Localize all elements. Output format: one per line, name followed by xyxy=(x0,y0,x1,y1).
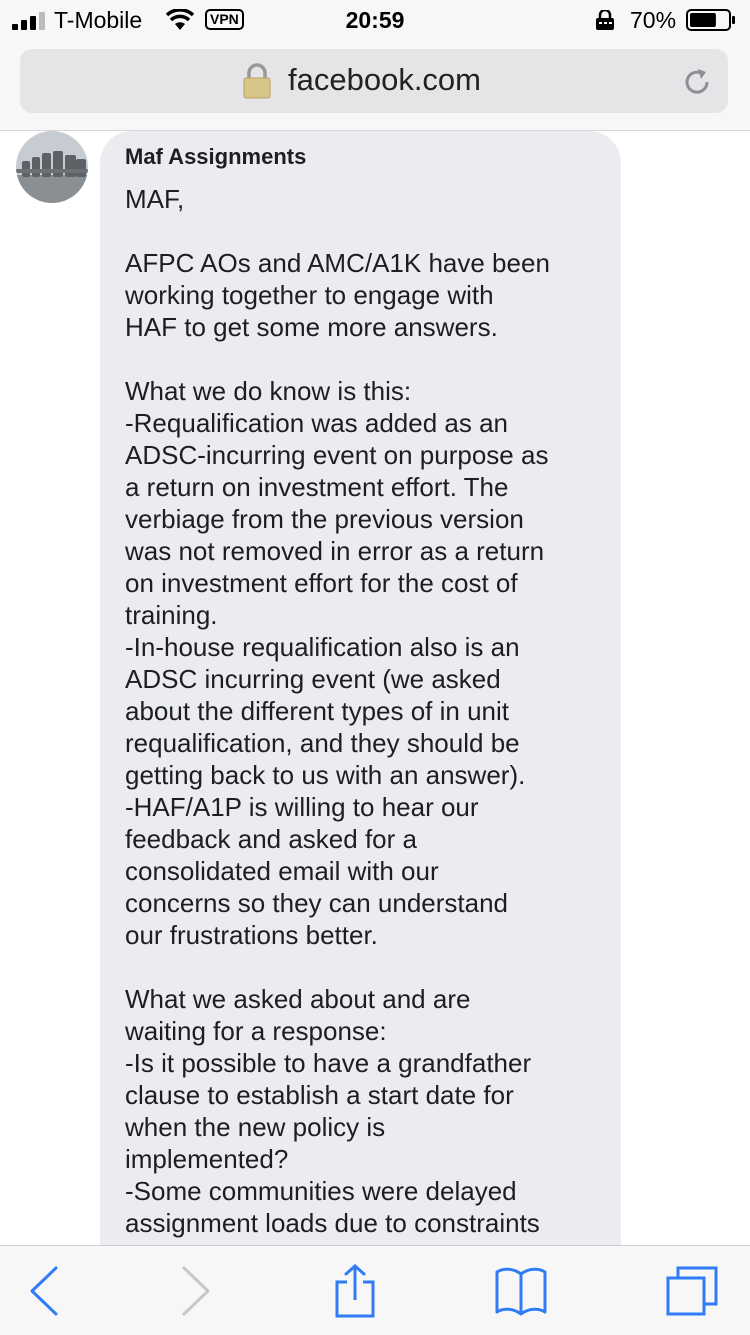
message-line: -HAF/A1P is willing to hear our xyxy=(125,792,479,822)
message-line: AFPC AOs and AMC/A1K have been xyxy=(125,248,550,278)
message-line: What we do know is this: xyxy=(125,376,412,406)
message-line: our frustrations better. xyxy=(125,920,378,950)
status-time: 20:59 xyxy=(345,7,405,33)
url-field[interactable] xyxy=(20,49,728,113)
carrier-name: T-Mobile xyxy=(54,7,143,33)
message-line: clause to establish a start date for xyxy=(125,1080,514,1110)
message-line: -Is it possible to have a grandfather xyxy=(125,1048,532,1078)
message-line: getting back to us with an answer). xyxy=(125,760,526,790)
message-line: concerns so they can understand xyxy=(125,888,509,918)
browser-toolbar xyxy=(0,1245,750,1335)
message-line: when the new policy is xyxy=(125,1112,386,1142)
message-line: assignment loads due to constraints xyxy=(125,1208,540,1238)
message-line: HAF to get some more answers. xyxy=(125,312,498,342)
message-line: training. xyxy=(125,600,218,630)
message-paragraph-gap xyxy=(125,343,615,375)
orientation-lock-icon xyxy=(592,10,618,30)
share-icon[interactable] xyxy=(325,1264,385,1318)
browser-address-area xyxy=(0,40,750,131)
sender-avatar[interactable] xyxy=(16,131,88,203)
message-line: -Some communities were delayed xyxy=(125,1176,517,1206)
bookmarks-icon[interactable] xyxy=(491,1264,551,1318)
message-line: MAF, xyxy=(125,184,185,214)
message-line: implemented? xyxy=(125,1144,289,1174)
message-line: working together to engage with xyxy=(125,280,494,310)
vpn-badge: VPN xyxy=(205,9,244,30)
message-line: requalification, and they should be xyxy=(125,728,520,758)
lock-icon xyxy=(242,63,272,99)
message-line: on investment effort for the cost of xyxy=(125,568,518,598)
message-line: What we asked about and are xyxy=(125,984,471,1014)
message-line: ADSC incurring event (we asked xyxy=(125,664,501,694)
battery-percent: 70% xyxy=(630,7,677,33)
message-line: about the different types of in unit xyxy=(125,696,510,726)
aircraft-photo-avatar xyxy=(16,131,88,203)
message-line: a return on investment effort. The xyxy=(125,472,509,502)
message-line: ADSC-incurring event on purpose as xyxy=(125,440,549,470)
message-line: consolidated email with our xyxy=(125,856,439,886)
message-line: waiting for a response: xyxy=(125,1016,387,1046)
sender-name: Maf Assignments xyxy=(125,144,307,169)
message-text xyxy=(125,183,615,1239)
forward-icon[interactable] xyxy=(164,1264,224,1318)
message-paragraph-gap xyxy=(125,951,615,983)
message-line: feedback and asked for a xyxy=(125,824,417,854)
message-line: -In-house requalification also is an xyxy=(125,632,520,662)
url-text: facebook.com xyxy=(288,62,481,97)
message-line: verbiage from the previous version xyxy=(125,504,524,534)
back-icon[interactable] xyxy=(16,1264,76,1318)
reload-icon[interactable] xyxy=(680,65,714,99)
message-paragraph-gap xyxy=(125,215,615,247)
message-line: was not removed in error as a return xyxy=(125,536,545,566)
battery-icon xyxy=(686,9,736,31)
tabs-icon[interactable] xyxy=(664,1264,724,1318)
message-line: -Requalification was added as an xyxy=(125,408,509,438)
status-bar xyxy=(0,0,750,40)
message-bubble[interactable] xyxy=(100,131,621,1331)
